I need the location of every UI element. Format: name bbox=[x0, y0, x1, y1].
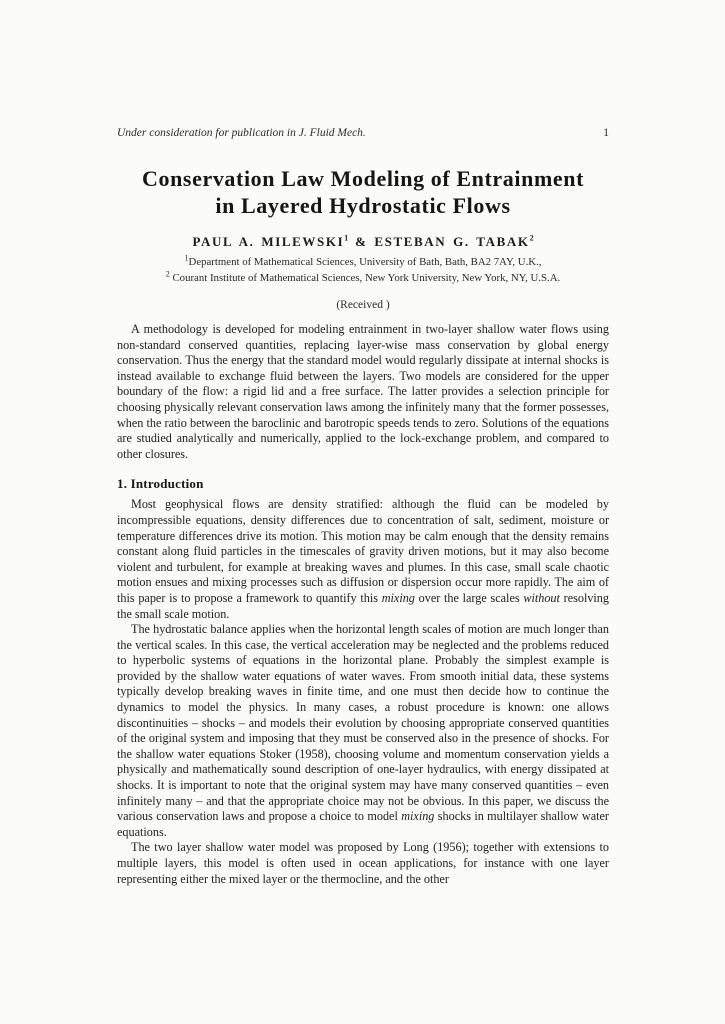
intro-paragraph-1: Most geophysical flows are density stratified: although the fluid can be modeled by incompressible equations, density differences due to concentration of salt, sediment, moisture or temperature differences drive its motion. This motion may be calm enough that the density remains constant along fluid particles in the timescales of gravity driven motions, but it may also become violent and turbulent, for example at breaking waves and plumes. In this case, small scale chaotic motion ensues and mixing processes such as diffusion or dispersion occur more rapidly. The aim of this paper is to propose a framework to quantify this mixing over the large scales without resolving the small scale motion. bbox=[117, 497, 609, 621]
affiliations bbox=[117, 255, 609, 286]
abstract bbox=[117, 322, 609, 462]
affiliation-1: $^1$Department of Mathematical Sciences, University of Bath, Bath, BA2 7AY, U.K., bbox=[184, 253, 542, 268]
running-head-text: Under consideration for publication in J. Fluid Mech. bbox=[117, 127, 366, 139]
paper-title-line-2: in Layered Hydrostatic Flows bbox=[215, 193, 511, 218]
authors-line: PAUL A. MILEWSKI$^1$ & ESTEBAN G. TABAK$^2$ bbox=[192, 233, 534, 249]
abstract-paragraph: A methodology is developed for modeling entrainment in two-layer shallow water flows using non-standard conserved quantities, replacing layer-wise mass conservation by global energy conservation. Thus the energy that the standard model would regularly dissipate at internal shocks is instead available to exchange fluid between the layers. Two models are considered for the upper boundary of the flow: a rigid lid and a free surface. The latter provides a selection principle for choosing physically relevant conservation laws among the infinitely many that the former possesses, when the ratio between the baroclinic and barotropic speeds tends to zero. Solutions of the equations are studied analytically and numerically, applied to the lock-exchange problem, and compared to other closures. bbox=[117, 322, 609, 461]
running-head bbox=[117, 126, 609, 140]
page-content bbox=[117, 126, 609, 887]
affiliation-2: $^2$ Courant Institute of Mathematical Sciences, New York University, New York, NY, U.S.A. bbox=[165, 268, 561, 284]
intro-paragraph-3: The two layer shallow water model was proposed by Long (1956); together with extensions to multiple layers, this model is often used in ocean applications, for instance with one layer representing either the mixed layer or the thermocline, and the other bbox=[117, 840, 609, 886]
section-heading-introduction: 1. Introduction bbox=[117, 476, 204, 492]
received-line: (Received ) bbox=[336, 299, 390, 311]
paper-title bbox=[117, 165, 609, 219]
paper-title-line-1: Conservation Law Modeling of Entrainment bbox=[142, 166, 584, 191]
intro-paragraph-2: The hydrostatic balance applies when the horizontal length scales of motion are much longer than the vertical scales. In this case, the vertical acceleration may be neglected and the problems reduced to hyperbolic systems of equations in the horizontal plane. Probably the simplest example is provided by the shallow water equations of water waves. From smooth initial data, these systems typically develop breaking waves in finite time, and one must then decide how to continue the dynamics to model the physics. In many cases, a robust procedure is known: one allows discontinuities – shocks – and models their evolution by choosing appropriate conserved quantities of the original system and imposing that they must be conserved also in the presence of shocks. For the shallow water equations Stoker (1958), choosing volume and momentum conservation yields a physically and mathematically sound description of one-layer hydraulics, with energy dissipated at shocks. It is important to note that the original system may have many conserved quantities – even infinitely many – and that the appropriate choice may not be obvious. In this paper, we discuss the various conservation laws and propose a choice to model mixing shocks in multilayer shallow water equations. bbox=[117, 622, 609, 839]
page-number: 1 bbox=[603, 127, 609, 139]
